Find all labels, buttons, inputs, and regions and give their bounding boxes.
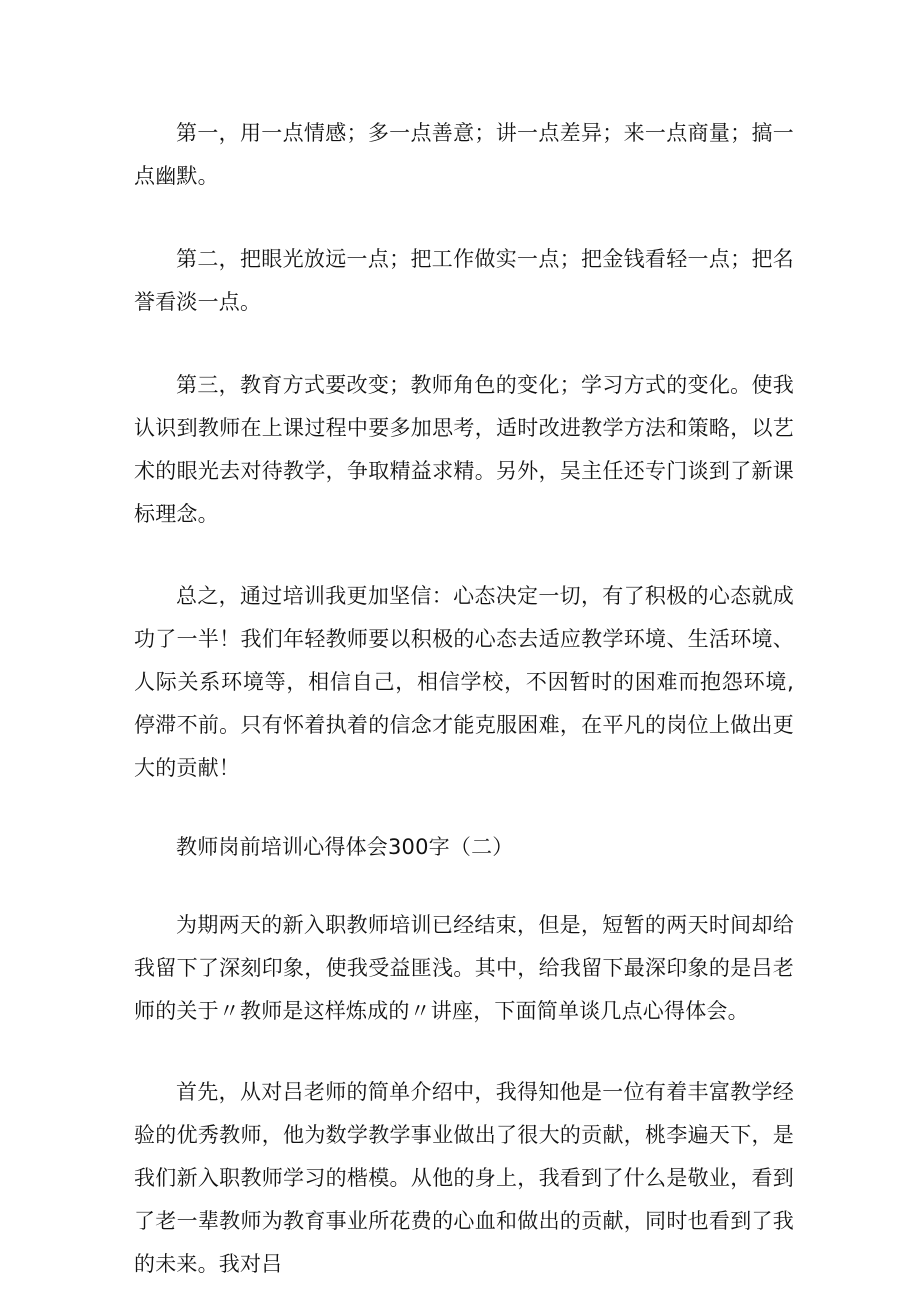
paragraph-second: 第二，把眼光放远一点；把工作做实一点；把金钱看轻一点；把名誉看淡一点。 [134, 247, 794, 314]
paragraph-conclusion: 总之，通过培训我更加坚信：心态决定一切，有了积极的心态就成功了一半！我们年轻教师要以积极的心态去适应教学环境、生活环境、人际关系环境等，相信自己，相信学校，不因暂时的困难而抱怨环境,停滞不前。只有怀着执着的信念才能克服困难，在平凡的岗位上做出更大的贡献！ [134, 584, 794, 780]
document-body [134, 112, 794, 1286]
section-heading: 教师岗前培训心得体会300字（二） [176, 835, 514, 859]
paragraph-section-first: 首先，从对吕老师的简单介绍中，我得知他是一位有着丰富教学经验的优秀教师，他为数学教学事业做出了很大的贡献，桃李遍天下，是我们新入职教师学习的楷模。从他的身上，我看到了什么是敬业，看到了老一辈教师为教育事业所花费的心血和做出的贡献，同时也看到了我的未来。我对吕 [134, 1080, 794, 1276]
paragraph-first: 第一，用一点情感；多一点善意；讲一点差异；来一点商量；搞一点幽默。 [134, 121, 794, 188]
paragraph-third: 第三，教育方式要改变；教师角色的变化；学习方式的变化。使我认识到教师在上课过程中要多加思考，适时改进教学方法和策略，以艺术的眼光去对待教学，争取精益求精。另外，吴主任还专门谈到了新课标理念。 [134, 373, 794, 526]
paragraph-section-intro: 为期两天的新入职教师培训已经结束，但是，短暂的两天时间却给我留下了深刻印象，使我受益匪浅。其中，给我留下最深印象的是吕老师的关于〃教师是这样炼成的〃讲座，下面简单谈几点心得体会。 [134, 913, 794, 1023]
